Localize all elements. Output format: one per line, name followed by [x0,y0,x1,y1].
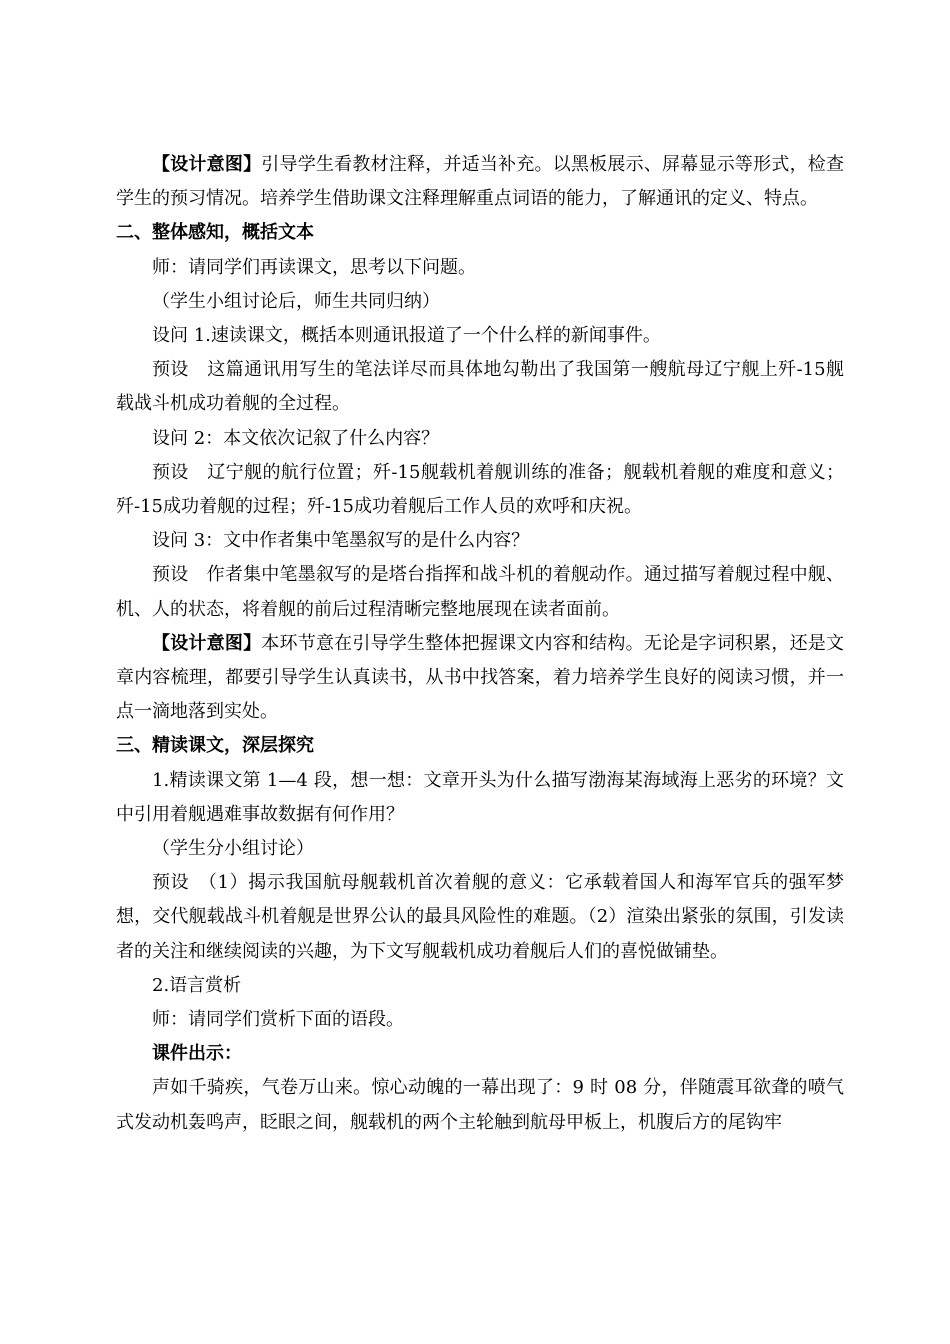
answer-1: 预设 这篇通讯用写生的笔法详尽而具体地勾勒出了我国第一艘航母辽宁舰上歼-15舰载战斗机成功着舰的全过程。 [116,359,844,415]
design-intent-text: 本环节意在引导学生整体把握课文内容和结构。无论是字词积累，还是文章内容梳理，都要引导学生认真读书，从书中找答案，着力培养学生良好的阅读习惯，并一点一滴地落到实处。 [116,632,844,723]
quoted-passage: 声如千骑疾，气卷万山来。惊心动魄的一幕出现了：9 时 08 分，伴随震耳欲聋的喷气式发动机轰鸣声，眨眼之间，舰载机的两个主轮触到航母甲板上，机腹后方的尾钩牢 [116,1077,844,1133]
section-heading-2: 二、整体感知，概括文本 [116,222,314,244]
reading-task-1: 1.精读课文第 1—4 段，想一想：文章开头为什么描写渤海某海域海上恶劣的环境？文中引用着舰遇难事故数据有何作用？ [116,769,844,825]
design-intent-text: 引导学生看教材注释，并适当补充。以黑板展示、屏幕显示等形式，检查学生的预习情况。培养学生借助课文注释理解重点词语的能力，了解通讯的定义、特点。 [116,154,844,210]
section-heading-3: 三、精读课文，深层探究 [116,735,314,757]
answer-3: 预设 作者集中笔墨叙写的是塔台指挥和战斗机的着舰动作。通过描写着舰过程中舰、机、人的状态，将着舰的前后过程清晰完整地展现在读者面前。 [116,564,844,620]
reading-task-2: 2.语言赏析 [152,974,242,996]
question-2: 设问 2：本文依次记叙了什么内容？ [152,427,440,449]
answer-2: 预设 辽宁舰的航行位置；歼-15舰载机着舰训练的准备；舰载机着舰的难度和意义；歼-15成功着舰的过程；歼-15成功着舰后工作人员的欢呼和庆祝。 [116,461,844,518]
document-body [116,148,844,1140]
design-intent-tag: 【设计意图】 [152,154,262,175]
design-intent-tag: 【设计意图】 [152,632,262,654]
design-intent-paragraph-1 [116,148,844,216]
teacher-appreciation-prompt: 师：请同学们赏析下面的语段。 [152,1009,404,1031]
teacher-prompt: 师：请同学们再读课文，思考以下问题。 [152,256,476,278]
group-discussion-note: （学生分小组讨论） [152,838,314,860]
reading-task-1-answer: 预设 （1）揭示我国航母舰载机首次着舰的意义：它承载着国人和海军官兵的强军梦想，交代舰载战斗机着舰是世界公认的最具风险性的难题。（2）渲染出紧张的氛围，引发读者的关注和继续阅读的兴趣，为下文写舰载机成功着舰后人们的喜悦做铺垫。 [116,872,844,962]
question-3: 设问 3：文中作者集中笔墨叙写的是什么内容？ [152,530,530,552]
question-1: 设问 1.速读课文，概括本则通讯报道了一个什么样的新闻事件。 [152,325,661,347]
discussion-note: （学生小组讨论后，师生共同归纳） [152,290,440,312]
courseware-label: 课件出示： [152,1043,242,1065]
design-intent-paragraph-2 [116,627,844,730]
